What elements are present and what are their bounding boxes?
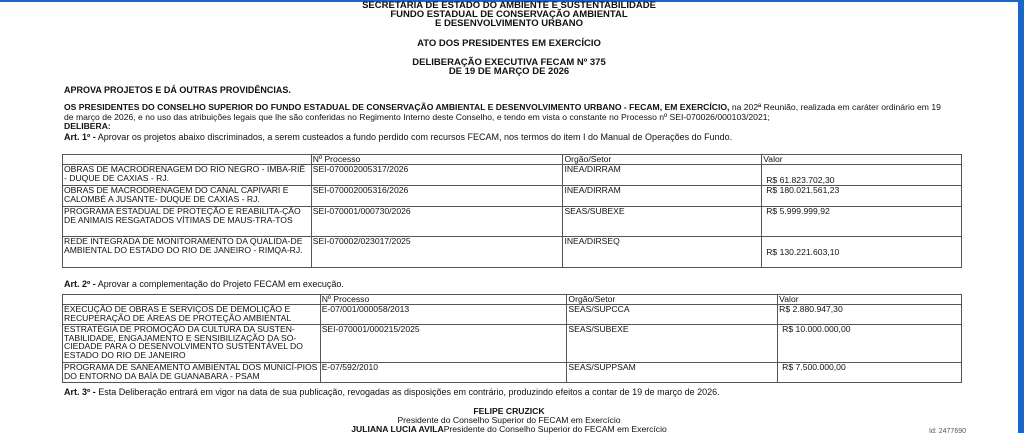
organ-sector: SEAS/SUBEXE <box>563 206 762 236</box>
organ-sector: INEA/DIRRAM <box>563 185 762 206</box>
article-2-label: Art. 2º - <box>64 279 96 289</box>
article-2-text: Aprovar a complementação do Projeto FECAM em execução. <box>95 279 344 289</box>
preamble <box>64 103 944 132</box>
article-1-label: Art. 1º - <box>64 132 96 142</box>
signature-role-2: Presidente do Conselho Superior do FECAM em Exercício <box>443 424 667 434</box>
value: R$ 2.880.947,30 <box>778 304 962 324</box>
process-number: SEI-070002005316/2026 <box>311 185 563 206</box>
project-name: REDE INTEGRADA DE MONITORAMENTO DA QUALIDA-DE AMBIENTAL DO ESTADO DO RIO DE JANEIRO - RIMQA-RJ. <box>63 236 312 267</box>
delibera: DELIBERA: <box>64 121 111 132</box>
signature-name-1: FELIPE CRUZICK <box>473 406 545 416</box>
table-row <box>63 324 962 362</box>
table-header-row <box>63 295 962 305</box>
header-cell: Orgão/Setor <box>563 155 762 165</box>
signature-name-2: JULIANA LUCIA AVILA <box>351 424 444 434</box>
document-id: Id: 2477690 <box>929 428 966 435</box>
header-cell: Nº Processo <box>311 155 563 165</box>
project-name: PROGRAMA ESTADUAL DE PROTEÇÃO E REABILITA-ÇÃO DE ANIMAIS RESGATADOS VÍTIMAS DE MAUS-TRA-TOS <box>63 206 312 236</box>
header-cell: Nº Processo <box>320 295 567 305</box>
deliberation-number: DELIBERAÇÃO EXECUTIVA FECAM Nº 375 <box>412 57 606 68</box>
organ-sector: SEAS/SUBEXE <box>567 324 778 362</box>
organ-sector: INEA/DIRSEQ <box>563 236 762 267</box>
act-title: ATO DOS PRESIDENTES EM EXERCÍCIO <box>417 38 601 49</box>
project-name: ESTRATÉGIA DE PROMOÇÃO DA CULTURA DA SUSTEN-TABILIDADE, ENGAJAMENTO E SENSIBILIZAÇÃO DA SO-CIEDADE PARA O DESENVOLVIMENTO SUSTENTÁVEL DO ESTADO DO RIO DE JANEIRO <box>63 324 321 362</box>
ementa: APROVA PROJETOS E DÁ OUTRAS PROVIDÊNCIAS. <box>64 85 291 95</box>
value: R$ 7.500.000,00 <box>778 362 962 382</box>
process-number: SEI-070002005317/2026 <box>311 164 563 185</box>
article-1 <box>64 133 732 143</box>
header-fundo: FUNDO ESTADUAL DE CONSERVAÇÃO AMBIENTAL <box>390 9 628 20</box>
article-2 <box>64 280 344 290</box>
table-row <box>63 304 962 324</box>
header-secretaria: SECRETARIA DE ESTADO DO AMBIENTE E SUSTENTABILIDADE <box>362 0 656 11</box>
signature-role-1: Presidente do Conselho Superior do FECAM em Exercício <box>397 415 621 425</box>
process-number: E-07/001/000058/2013 <box>320 304 567 324</box>
organ-sector: SEAS/SUPCCA <box>567 304 778 324</box>
process-number: SEI-070001/000730/2026 <box>311 206 563 236</box>
header-desenvolvimento: E DESENVOLVIMENTO URBANO <box>435 18 583 29</box>
table-row <box>63 164 962 185</box>
table-row <box>63 185 962 206</box>
complement-table <box>62 294 962 383</box>
process-number: E-07/592/2010 <box>320 362 567 382</box>
value: R$ 10.000.000,00 <box>778 324 962 362</box>
project-name: OBRAS DE MACRODRENAGEM DO RIO NEGRO - IMBA-RIÊ - DUQUE DE CAXIAS - RJ. <box>63 164 312 185</box>
projects-table <box>62 154 962 268</box>
table-row <box>63 236 962 267</box>
table-header-row <box>63 155 962 165</box>
header-cell: Valor <box>762 155 962 165</box>
header-cell <box>63 295 321 305</box>
process-number: SEI-070001/000215/2025 <box>320 324 567 362</box>
value: R$ 5.999.999,92 <box>762 206 962 236</box>
header-cell: Valor <box>778 295 962 305</box>
table-row <box>63 206 962 236</box>
organ-sector: SEAS/SUPPSAM <box>567 362 778 382</box>
table-row <box>63 362 962 382</box>
value: R$ 61.823.702,30 <box>762 164 962 185</box>
project-name: EXECUÇÃO DE OBRAS E SERVIÇOS DE DEMOLIÇÃO E RECUPERAÇÃO DE ÁREAS DE PROTEÇÃO AMBIENTAL <box>63 304 321 324</box>
article-3-text: Esta Deliberação entrará em vigor na data de sua publicação, revogadas as disposições em contrário, produzindo efeitos a contar de 19 de março de 2026. <box>95 387 720 397</box>
value: R$ 180.021.561,23 <box>762 185 962 206</box>
header-cell: Orgão/Setor <box>567 295 778 305</box>
scrollbar-track[interactable] <box>1018 0 1024 433</box>
preamble-text: na 202ª Reunião, realizada em caráter ordinário em 19 de março de 2026, e no uso das atribuições legais que lhe são conferidas no Regimento Interno deste Conselho, e tendo em vista o constante no Processo nº SEI-070026/000103/2021; <box>64 102 941 122</box>
article-3 <box>64 388 720 398</box>
value: R$ 130.221.603,10 <box>762 236 962 267</box>
organ-sector: INEA/DIRRAM <box>563 164 762 185</box>
article-1-text: Aprovar os projetos abaixo discriminados, a serem custeados a fundo perdido com recursos FECAM, nos termos do item I do Manual de Operações do Fundo. <box>95 132 733 142</box>
process-number: SEI-070002/023017/2025 <box>311 236 563 267</box>
header-cell <box>63 155 312 165</box>
project-name: PROGRAMA DE SANEAMENTO AMBIENTAL DOS MUNICÍ-PIOS DO ENTORNO DA BAÍA DE GUANABARA - PSAM <box>63 362 321 382</box>
article-3-label: Art. 3º - <box>64 387 96 397</box>
deliberation-date: DE 19 DE MARÇO DE 2026 <box>448 66 570 77</box>
project-name: OBRAS DE MACRODRENAGEM DO CANAL CAPIVARI E CALOMBÉ A JUSANTE- DUQUE DE CAXIAS - RJ. <box>63 185 312 206</box>
preamble-bold: OS PRESIDENTES DO CONSELHO SUPERIOR DO FUNDO ESTADUAL DE CONSERVAÇÃO AMBIENTAL E DESENVOLVIMENTO URBANO - FECAM, EM EXERCÍCIO, <box>64 102 730 112</box>
